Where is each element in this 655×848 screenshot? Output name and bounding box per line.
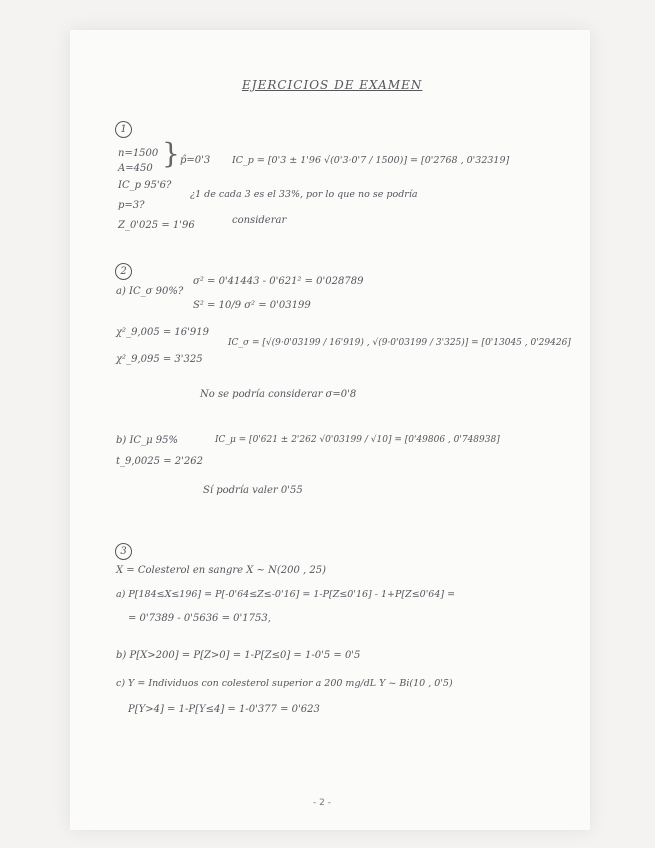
ex2-b-label: b) IC_μ 95% [116, 435, 178, 446]
page-number: - 2 - [313, 798, 331, 808]
ex3-part-a-line-2: = 0'7389 - 0'5636 = 0'1753, [128, 613, 271, 624]
ex2-t-value: t_9,0025 = 2'262 [116, 456, 203, 467]
page-title: EJERCICIOS DE EXAMEN [242, 78, 423, 92]
ex1-ic-formula: IC_p = [0'3 ± 1'96 √(0'3·0'7 / 1500)] = [0'2768 , 0'32319] [232, 155, 510, 166]
ex1-given-n: n=1500 [118, 148, 159, 159]
ex1-given-a: A=450 [118, 163, 153, 174]
ex1-given-p: p̂=0'3 [180, 155, 211, 166]
ex1-question-ic: IC_p 95'6? [118, 180, 172, 191]
ex2-conclusion-a: No se podría considerar σ=0'8 [200, 389, 357, 400]
ex1-question-p: p=3? [118, 200, 145, 211]
exercise-3-number: 3 [115, 543, 132, 560]
ex1-z-value: Z_0'025 = 1'96 [118, 220, 195, 231]
ex1-answer-line-1: ¿1 de cada 3 es el 33%, por lo que no se podría [190, 189, 418, 200]
exercise-2-number: 2 [115, 263, 132, 280]
ex2-chi-2: χ²_9,095 = 3'325 [116, 354, 203, 365]
ex3-part-a-line-1: a) P[184≤X≤196] = P[-0'64≤Z≤-0'16] = 1-P[Z≤0'16] - 1+P[Z≤0'64] = [116, 589, 456, 600]
ex3-part-c-line-2: P[Y>4] = 1-P[Y≤4] = 1-0'377 = 0'623 [128, 704, 320, 715]
ex1-brace: } [162, 137, 180, 170]
ex2-a-label: a) IC_σ 90%? [116, 286, 184, 297]
ex2-s-squared: S² = 10/9 σ² = 0'03199 [193, 300, 311, 311]
ex3-part-b: b) P[X>200] = P[Z>0] = 1-P[Z≤0] = 1-0'5 = 0'5 [116, 650, 361, 661]
ex2-conclusion-b: Sí podría valer 0'55 [203, 485, 303, 496]
ex1-answer-line-2: considerar [232, 215, 287, 226]
exercise-1-number: 1 [115, 121, 132, 138]
ex2-sigma-squared: σ² = 0'41443 - 0'621² = 0'028789 [193, 276, 364, 287]
ex3-intro: X = Colesterol en sangre X ~ N(200 , 25) [116, 565, 326, 576]
ex2-chi-1: χ²_9,005 = 16'919 [116, 327, 209, 338]
ex3-part-c-line-1: c) Y = Individuos con colesterol superior a 200 mg/dL Y ~ Bi(10 , 0'5) [116, 678, 453, 689]
ex2-ic-sigma: IC_σ = [√(9·0'03199 / 16'919) , √(9·0'03199 / 3'325)] = [0'13045 , 0'29426] [228, 338, 571, 348]
ex2-ic-mu: IC_μ = [0'621 ± 2'262 √0'03199 / √10] = [0'49806 , 0'748938] [215, 435, 500, 445]
